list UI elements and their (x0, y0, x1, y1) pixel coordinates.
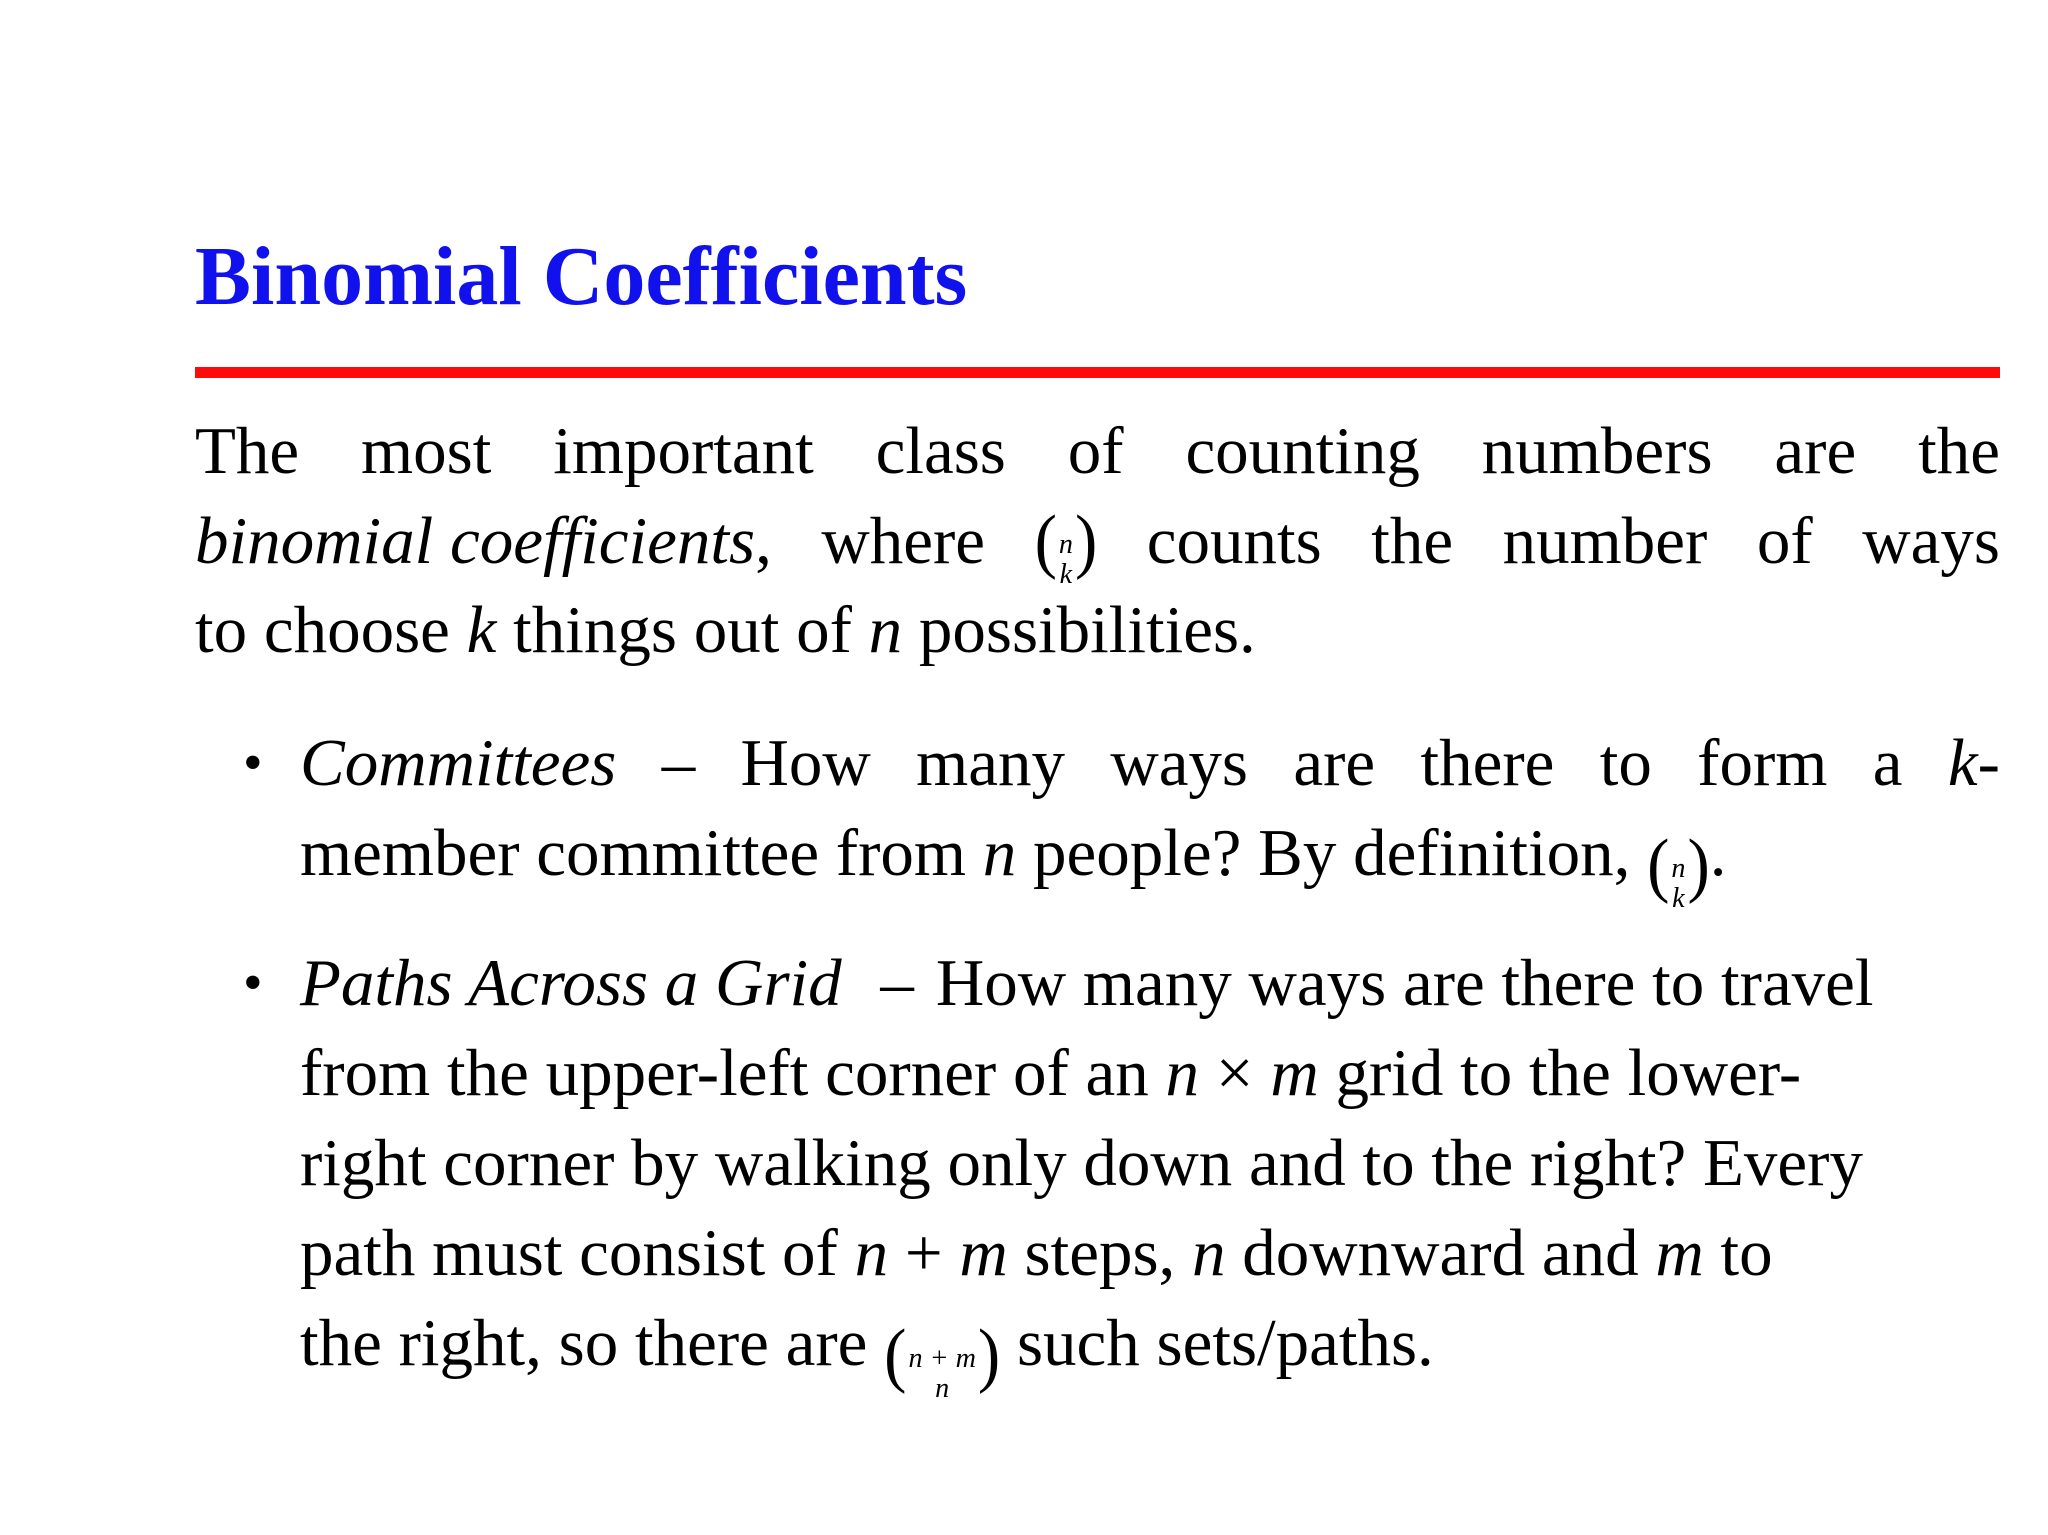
committees-word: are (1293, 726, 1376, 800)
paths-text: to (1703, 1216, 1773, 1290)
intro-line-3 (195, 593, 2000, 667)
intro-word: numbers (1481, 414, 1713, 488)
binomial-n-plus-m-choose-n (884, 1315, 1001, 1404)
intro-word: where (821, 504, 986, 578)
intro-text: to choose (195, 593, 467, 667)
hyphen: - (1977, 726, 2000, 800)
math-k: k (1947, 726, 1978, 800)
math-n: n (1165, 1036, 1200, 1110)
binom-bottom: n (935, 1372, 950, 1404)
left-paren: ( (884, 1315, 907, 1395)
binomial-coefficients-term: binomial coefficients (195, 504, 756, 578)
intro-line-1 (195, 414, 2000, 488)
intro-word: counting (1185, 414, 1420, 488)
math-n: n (868, 593, 903, 667)
committees-word: ways (1110, 726, 1249, 800)
paths-text: grid to the lower- (1318, 1036, 1802, 1110)
committees-word: there (1420, 726, 1555, 800)
intro-word: The (195, 414, 300, 488)
intro-word: number (1502, 504, 1708, 578)
intro-text: possibilities. (902, 593, 1256, 667)
intro-word: the (1918, 414, 2000, 488)
binom-stack (1669, 854, 1687, 913)
right-paren: ) (977, 1315, 1001, 1395)
committees-word: How (740, 726, 871, 800)
math-m: m (1655, 1216, 1704, 1290)
slide-title: Binomial Coefficients (195, 230, 968, 323)
intro-word: of (1756, 504, 1813, 578)
binom-bottom: k (1672, 882, 1685, 914)
committees-term: Committees (300, 726, 617, 800)
paths-text: from the upper-left corner of an (300, 1036, 1166, 1110)
committees-word: form (1697, 726, 1828, 800)
binomial-n-choose-k (1647, 825, 1710, 914)
intro-word: counts (1146, 504, 1322, 578)
intro-text: things out of (496, 593, 869, 667)
left-paren: ( (1034, 501, 1057, 581)
intro-word: ways (1862, 504, 2000, 578)
binom-bottom: k (1059, 558, 1073, 590)
binom-stack (1057, 530, 1075, 589)
bullet-paths: • (243, 952, 263, 1014)
intro-comma: , (755, 504, 772, 578)
committees-text: people? By definition, (1016, 816, 1648, 890)
committees-text: member committee from (300, 816, 983, 890)
intro-word: important (553, 414, 814, 488)
committees-line-1 (300, 726, 2000, 800)
committees-word: many (916, 726, 1065, 800)
paths-text: How many ways are there to travel (935, 946, 1874, 1020)
math-m: m (1270, 1036, 1319, 1110)
paths-text: steps, (1007, 1216, 1193, 1290)
math-n: n (854, 1216, 889, 1290)
right-paren: ) (1687, 825, 1710, 905)
paths-line-3 (300, 1126, 2000, 1200)
math-n: n (1192, 1216, 1226, 1290)
math-n: n (982, 816, 1017, 890)
paths-text: the right, so there are (300, 1306, 885, 1380)
paths-text: such sets/paths. (1000, 1306, 1434, 1380)
binomial-n-choose-k (1034, 501, 1098, 590)
times-sign: × (1199, 1036, 1271, 1110)
paths-term: Paths Across a Grid (300, 946, 842, 1020)
paths-line-5 (300, 1306, 2000, 1404)
committees-dash: – (661, 726, 696, 800)
intro-word: most (361, 414, 492, 488)
paths-text: downward and (1225, 1216, 1656, 1290)
paths-text: path must consist of (300, 1216, 855, 1290)
intro-term-group (195, 504, 772, 589)
paths-text: right corner by walking only down and to the right? Every (300, 1126, 1863, 1200)
intro-word: are (1774, 414, 1857, 488)
intro-line-2 (195, 501, 2000, 590)
binom-top: n (1058, 529, 1073, 561)
paths-dash: – (880, 946, 914, 1020)
committees-word: to (1599, 726, 1652, 800)
intro-word: the (1371, 504, 1454, 578)
paths-line-4 (300, 1216, 2000, 1290)
committees-word: a (1872, 726, 1903, 800)
bullet-committees: • (243, 732, 263, 794)
intro-word: of (1067, 414, 1124, 488)
plus-sign: + (888, 1216, 960, 1290)
binom-top: n + m (908, 1343, 976, 1375)
right-paren: ) (1074, 501, 1098, 581)
binom-top: n (1671, 853, 1686, 885)
committees-k-group (1947, 726, 2000, 800)
paths-line-2 (300, 1036, 2000, 1110)
title-underline-rule (195, 367, 2000, 378)
paths-line-1 (300, 946, 2000, 1020)
binom-stack (906, 1344, 977, 1403)
left-paren: ( (1647, 825, 1670, 905)
committees-line-2 (300, 816, 2000, 914)
math-m: m (959, 1216, 1008, 1290)
period: . (1709, 816, 1727, 890)
math-k: k (466, 593, 497, 667)
intro-word: class (875, 414, 1006, 488)
